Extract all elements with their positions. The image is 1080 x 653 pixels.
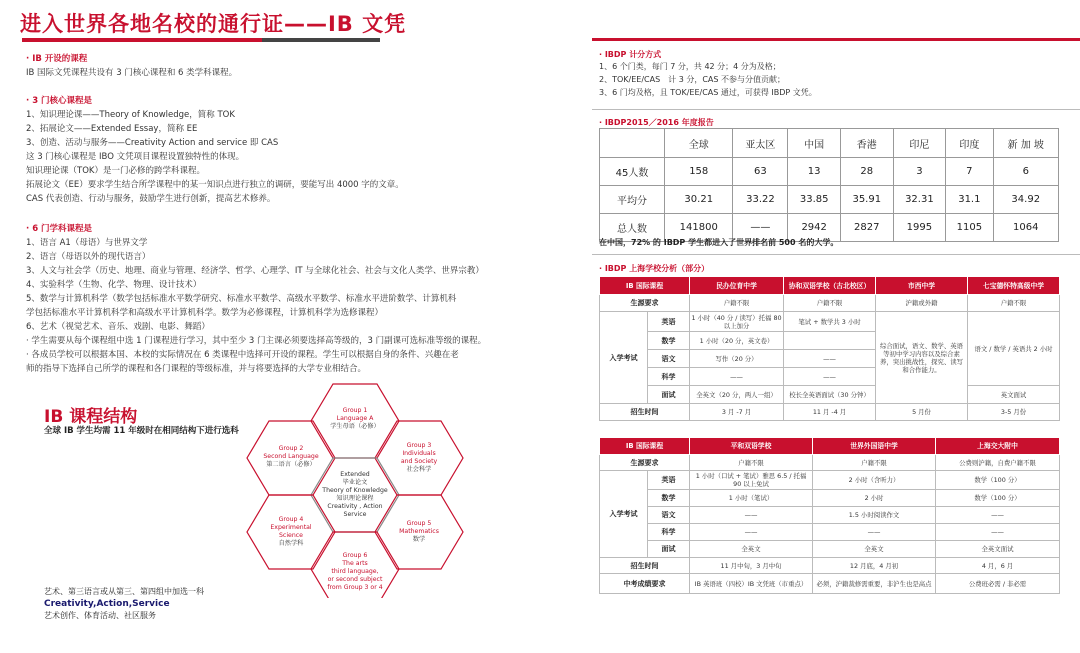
table-row (600, 574, 1060, 594)
table-row (600, 524, 1060, 541)
courses-line: IB 国际文凭课程共设有 3 门核心课程和 6 类学科课程。 (26, 68, 238, 78)
table-cell: 33.22 (733, 186, 788, 214)
table-cell: —— (784, 350, 876, 368)
hex-text: The arts (342, 560, 368, 567)
courses-heading: · IB 开设的课程 (26, 54, 88, 64)
table-cell: 63 (733, 158, 788, 186)
table-cell: 1.5 小时阅读作文 (813, 507, 936, 524)
table-cell: —— (690, 368, 784, 386)
core-heading: · 3 门核心课程是 (26, 96, 93, 106)
subjects-line: 师的指导下选择自己所学的课程和各门课程的等级标准，并与将要选择的大学专业相结合。 (26, 364, 367, 374)
report-heading: · IBDP2015／2016 年度报告 (599, 118, 714, 127)
divider (592, 109, 1080, 110)
core-section (26, 94, 404, 206)
row-label: 科学 (648, 368, 690, 386)
col-header: 世界外国语中学 (813, 438, 936, 455)
table-cell: 户籍不限 (813, 455, 936, 471)
table-header-row (600, 277, 1060, 295)
table-cell: 1995 (893, 214, 946, 242)
hex-group4-label (270, 516, 311, 548)
row-label: 语文 (648, 350, 690, 368)
shanghai-table-1 (599, 276, 1060, 421)
col-header: 中国 (788, 129, 841, 158)
hex-text: 学生母语（必修） (330, 423, 380, 430)
hex-group1-label (330, 407, 380, 431)
hex-text: 数学 (412, 536, 426, 543)
table-row (600, 158, 1059, 186)
subjects-line: · 各成员学校可以根据本国、本校的实际情况在 6 类课程中选择可开设的课程。学生可以根据自身的条件、兴趣在老 (26, 350, 459, 360)
report-table (599, 128, 1059, 242)
subjects-section (26, 222, 486, 376)
table-row (600, 471, 1060, 490)
core-line: 2、拓展论文——Extended Essay，简称 EE (26, 124, 198, 134)
hex-text: Individuals (402, 450, 436, 457)
row-label: 中考成绩要求 (600, 574, 690, 594)
note-line: 艺术创作、体育活动、社区服务 (44, 611, 156, 620)
table-row (600, 404, 1060, 421)
hex-text: third language, (331, 568, 379, 575)
note-line: 艺术、第三语言或从第三、第四组中加选一科 (44, 587, 204, 596)
hex-group5-label (399, 520, 439, 544)
table-cell: 7 (946, 158, 993, 186)
table-row (600, 295, 1060, 312)
structure-title: IB 课程结构 (44, 407, 138, 427)
row-label: 面试 (648, 386, 690, 404)
table-cell (784, 332, 876, 350)
hex-text: Group 2 (278, 445, 304, 452)
right-page (592, 0, 1080, 653)
subjects-heading: · 6 门学科课程是 (26, 224, 93, 234)
table-cell: —— (813, 524, 936, 541)
table-cell: 6 (993, 158, 1059, 186)
table-row (600, 490, 1060, 507)
table-cell: 公费则沪籍，自费户籍不限 (936, 455, 1060, 471)
table-cell: 3 (893, 158, 946, 186)
hex-text: Experimental (270, 524, 312, 531)
table-cell: 全英文（20 分，两人一组） (690, 386, 784, 404)
table-cell: 1 小时（口试 + 笔试）雅思 6.5 / 托福 90 以上免试 (690, 471, 813, 490)
table-cell: 平均分 (600, 186, 665, 214)
report-note: 在中国，72% 的 IBDP 学生都进入了世界排名前 500 名的大学。 (599, 238, 839, 247)
subjects-line: · 学生需要从每个课程组中选 1 门课程进行学习，其中至少 3 门主课必须要选择高等级的，3 门副课可选标准等级的课程。 (26, 336, 487, 346)
table-cell: 35.91 (840, 186, 893, 214)
table-cell: 数学（100 分） (936, 490, 1060, 507)
row-label: 数学 (648, 332, 690, 350)
hex-group6-label (327, 552, 382, 592)
table-cell: 沪籍或外籍 (876, 295, 968, 312)
table-cell: 45人数 (600, 158, 665, 186)
subjects-line: 3、人文与社会学（历史、地理、商业与管理、经济学、哲学、心理学、IT 与全球化社会、社会与文化人类学、世界宗教） (26, 266, 484, 276)
scoring-line: 1、6 个门类，每门 7 分，共 42 分；4 分为及格； (599, 62, 781, 71)
scoring-line: 2、TOK/EE/CAS 计 3 分，CAS 不参与分值贡献； (599, 75, 786, 84)
row-label: 英语 (648, 471, 690, 490)
hex-text: Group 4 (278, 516, 304, 523)
title-rule (22, 38, 380, 42)
col-header: 香港 (840, 129, 893, 158)
col-header: 新 加 坡 (993, 129, 1059, 158)
hex-text: Science (278, 532, 303, 539)
table-cell: 综合面试，语文、数学、英语等初中学习内容以及综合素养，突出挑战性，探究、读写和合作能力。 (876, 312, 968, 404)
structure-notes (44, 586, 204, 622)
table-row (600, 541, 1060, 558)
table-cell: 必须，沪籍裁修需重要，非沪生也是高点 (813, 574, 936, 594)
table-cell: 2942 (788, 214, 841, 242)
table-row (600, 312, 1060, 332)
table-cell: 公费班必需 / 非必需 (936, 574, 1060, 594)
hex-text: or second subject (327, 576, 383, 583)
table-cell: —— (936, 524, 1060, 541)
col-header (600, 129, 665, 158)
table-cell: 户籍不限 (690, 455, 813, 471)
hex-text: 自然学科 (278, 540, 304, 547)
hex-group3-label (401, 442, 437, 474)
col-header: 七宝德怀特高级中学 (968, 277, 1060, 295)
table-cell: —— (690, 507, 813, 524)
table-cell: 1 小时（20 分，英文卷） (690, 332, 784, 350)
col-header: 全球 (665, 129, 733, 158)
table-cell: 1 小时（40 分 / 读写）托福 80 以上加分 (691, 313, 782, 330)
hex-text: and Society (400, 458, 438, 465)
hex-text: 第二语言（必修） (266, 461, 316, 468)
table-cell: 34.92 (993, 186, 1059, 214)
row-label: 数学 (648, 490, 690, 507)
table-header-row (600, 438, 1060, 455)
table-cell: 28 (840, 158, 893, 186)
hex-text: Service (343, 511, 367, 518)
table-cell: 11 月 -4 月 (784, 404, 876, 421)
table-cell: 4 月，6 月 (936, 558, 1060, 574)
hex-text: Mathematics (399, 528, 439, 535)
table-row (600, 186, 1059, 214)
hex-text: Group 5 (406, 520, 432, 527)
col-header: 印度 (946, 129, 993, 158)
hex-text: Extended (340, 471, 370, 478)
table-cell: 1105 (946, 214, 993, 242)
hex-group2-label (263, 445, 318, 469)
table-cell: 语文 / 数学 / 英语共 2 小时 (968, 312, 1060, 386)
table-cell: 3 月 -7 月 (690, 404, 784, 421)
hex-text: Group 3 (406, 442, 432, 449)
table-cell: 33.85 (788, 186, 841, 214)
subjects-line: 学包括标准水平计算机科学和高级水平计算机科学。数学为必修课程，计算机科学为选修课程） (26, 308, 384, 318)
courses-section (26, 52, 237, 80)
table-header-row (600, 129, 1059, 158)
row-label: 生源要求 (600, 455, 690, 471)
col-header: IB 国际课程 (600, 438, 690, 455)
shanghai-heading: · IBDP 上海学校分析（部分） (599, 264, 710, 273)
row-label: 语文 (648, 507, 690, 524)
table-cell: 写作（20 分） (690, 350, 784, 368)
row-label: 入学考试 (600, 471, 648, 558)
subjects-line: 2、语言（母语以外的现代语言） (26, 252, 151, 262)
table-row (600, 507, 1060, 524)
table-cell: 31.1 (946, 186, 993, 214)
shanghai-table-2 (599, 437, 1060, 594)
table-cell: 2827 (840, 214, 893, 242)
table-cell: 全英文 (690, 541, 813, 558)
hex-text: Group 6 (342, 552, 368, 559)
table-cell: 30.21 (665, 186, 733, 214)
table-cell: 全英文面试 (936, 541, 1060, 558)
table-cell: 5 月份 (876, 404, 968, 421)
row-label: 科学 (648, 524, 690, 541)
hex-text: from Group 3 or 4 (327, 584, 383, 591)
row-label: 招生时间 (600, 558, 690, 574)
table-cell: 英文面试 (968, 386, 1060, 404)
scoring-line: 3、6 门均及格，且 TOK/EE/CAS 通过，可获得 IBDP 文凭。 (599, 88, 817, 97)
core-line: 知识理论课（TOK）是一门必修的跨学科课程。 (26, 166, 205, 176)
row-label: 生源要求 (600, 295, 690, 312)
row-label: 英语 (648, 312, 690, 332)
table-cell: 141800 (665, 214, 733, 242)
hex-text: 社会科学 (406, 466, 432, 473)
col-header: IB 国际课程 (600, 277, 690, 295)
row-label: 入学考试 (600, 312, 648, 404)
table-cell: 总人数 (600, 214, 665, 242)
col-header: 印尼 (893, 129, 946, 158)
hex-center-label (322, 471, 387, 519)
table-cell: 1064 (993, 214, 1059, 242)
table-cell: 158 (665, 158, 733, 186)
scoring-section (599, 60, 817, 99)
table-cell: 11 月中旬，3 月中旬 (690, 558, 813, 574)
table-cell: 户籍不限 (690, 295, 784, 312)
table-row (600, 386, 1060, 404)
table-cell: 笔试 + 数学共 3 小时 (784, 312, 876, 332)
table-cell: 2 小时（含听力） (813, 471, 936, 490)
table-cell: 13 (788, 158, 841, 186)
note-cas: Creativity,Action,Service (44, 599, 170, 609)
table-cell: 全英文 (813, 541, 936, 558)
table-cell: 校长全英语面试（30 分钟） (784, 386, 876, 404)
core-line: 这 3 门核心课程是 IBO 文凭项目课程设置独特性的体现。 (26, 152, 245, 162)
table-cell: IB 英语班（四校）IB 文凭班（市重点） (690, 574, 813, 594)
structure-subtitle: 全球 IB 学生均需 11 年级时在相同结构下进行选科 (44, 426, 239, 436)
table-cell: 户籍不限 (784, 295, 876, 312)
hex-text: 知识理论课程 (336, 495, 374, 502)
page-title: 进入世界各地名校的通行证——IB 文凭 (20, 12, 407, 36)
subjects-line: 5、数学与计算机科学（数学包括标准水平数学研究、标准水平数学、高级水平数学、标准水平进阶数学、计算机科 (26, 294, 457, 304)
scoring-heading: · IBDP 计分方式 (599, 50, 662, 59)
table-cell: 1 小时（笔试） (690, 490, 813, 507)
row-label: 招生时间 (600, 404, 690, 421)
hex-text: Creativity , Action (327, 503, 383, 510)
table-row (600, 455, 1060, 471)
table-cell: 3-5 月份 (968, 404, 1060, 421)
col-header: 上海交大附中 (936, 438, 1060, 455)
col-header: 民办位育中学 (690, 277, 784, 295)
table-row (600, 558, 1060, 574)
table-cell: 12 月底，4 月初 (813, 558, 936, 574)
col-header: 协和双语学校（古北校区） (784, 277, 876, 295)
core-line: 1、知识理论课——Theory of Knowledge，简称 TOK (26, 110, 235, 120)
table-cell: —— (936, 507, 1060, 524)
table-cell: 2 小时 (813, 490, 936, 507)
hex-text: 毕业论文 (342, 479, 368, 486)
table-cell: —— (733, 214, 788, 242)
hex-text: Second Language (263, 453, 319, 460)
table-cell: —— (690, 524, 813, 541)
table-cell: 数学（100 分） (936, 471, 1060, 490)
core-line: CAS 代表创造、行动与服务，鼓励学生进行创新，提高艺术修养。 (26, 194, 276, 204)
row-label: 面试 (648, 541, 690, 558)
col-header: 市西中学 (876, 277, 968, 295)
col-header: 平和双语学校 (690, 438, 813, 455)
hex-text: Group 1 (342, 407, 368, 414)
subjects-line: 1、语言 A1（母语）与世界文学 (26, 238, 148, 248)
top-red-rule (592, 38, 1080, 41)
hex-text: Language A (336, 415, 374, 422)
col-header: 亚太区 (733, 129, 788, 158)
table-cell: 32.31 (893, 186, 946, 214)
core-line: 拓展论文（EE）要求学生结合所学课程中的某一知识点进行独立的调研，要能写出 4000 字的文章。 (26, 180, 404, 190)
subjects-line: 6、艺术（视觉艺术、音乐、戏剧、电影、舞蹈） (26, 322, 210, 332)
table-cell: 户籍不限 (968, 295, 1060, 312)
divider (592, 254, 1080, 255)
table-cell: —— (784, 368, 876, 386)
subjects-line: 4、实验科学（生物、化学、物理、设计技术） (26, 280, 202, 290)
core-line: 3、创造、活动与服务——Creativity Action and service 即 CAS (26, 138, 279, 148)
hex-text: Theory of Knowledge (322, 487, 388, 494)
